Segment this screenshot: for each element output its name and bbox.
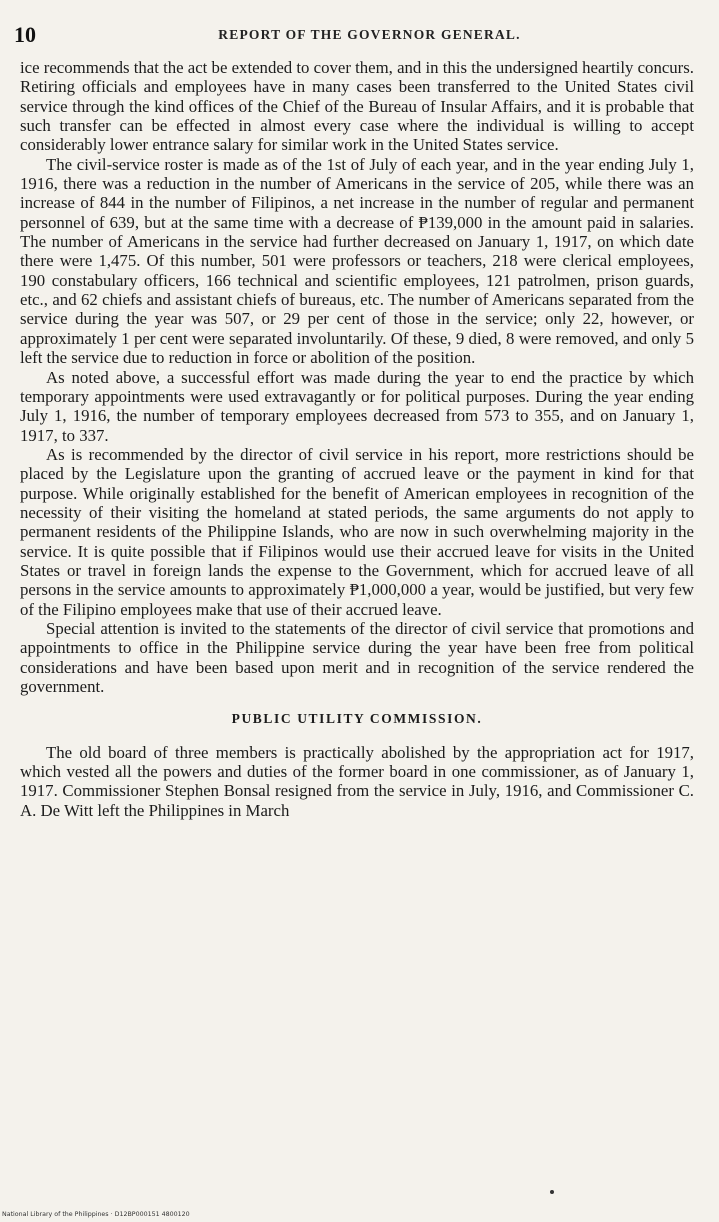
paragraph-temporary-appointments: As noted above, a successful effort was made during the year to end the practice by which temporary appointments were used extravagantly or for political purposes. During the year ending July 1, 1916, the number of temporary employees decreased from 573 to 355, and on January 1, 1917, to 337. bbox=[20, 367, 694, 445]
scan-speck bbox=[550, 1190, 554, 1194]
paragraph-public-utility-commission: The old board of three members is practically abolished by the appropriation act for 1917, which vested all the powers and duties of the former board in one commissioner, as of January 1, 1917. Commissioner Stephen Bonsal resigned from the service in July, 1916, and Commissioner C. A. De Witt left the Philippines in March bbox=[20, 742, 694, 820]
paragraph-merit-promotions: Special attention is invited to the statements of the director of civil service that promotions and appointments to office in the Philippine service during the year have been free from political considerations and have been based upon merit and in recognition of the service rendered the government. bbox=[20, 618, 694, 696]
paragraph-continuation: ice recommends that the act be extended to cover them, and in this the undersigned heartily concurs. Retiring officials and employees have in many cases been transferred to the United States civil service through the kind offices of the Chief of the Bureau of Insular Affairs, and it is probable that such transfer can be effected in almost every case where the individual is willing to accept considerably lower entrance salary for similar work in the United States service. bbox=[20, 58, 694, 155]
running-head: REPORT OF THE GOVERNOR GENERAL. bbox=[218, 27, 521, 42]
page-number: 10 bbox=[14, 22, 36, 47]
body-text bbox=[20, 58, 694, 820]
paragraph-civil-service-roster: The civil-service roster is made as of the 1st of July of each year, and in the year ending July 1, 1916, there was a reduction in the number of Americans in the service of 205, while there was an increase of 844 in the number of Filipinos, a net increase in the number of regular and permanent personnel of 639, but at the same time with a decrease of ₱139,000 in the amount paid in salaries. The number of Americans in the service had further decreased on January 1, 1917, on which date there were 1,475. Of this number, 501 were professors or teachers, 218 were clerical employees, 190 constabulary officers, 166 technical and scientific employees, 121 patrolmen, prison guards, etc., and 62 chiefs and assistant chiefs of bureaus, etc. The number of Americans separated from the service during the year was 507, or 29 per cent of those in the service; only 22, however, or approximately 1 per cent were separated involuntarily. Of these, 9 died, 8 were removed, and only 5 left the service due to reduction in force or abolition of the position. bbox=[20, 154, 694, 368]
section-heading: PUBLIC UTILITY COMMISSION. bbox=[231, 711, 483, 727]
scan-credit-footer: National Library of the Philippines · D12BP000151 4800120 bbox=[2, 1211, 190, 1218]
paragraph-accrued-leave: As is recommended by the director of civil service in his report, more restrictions should be placed by the Legislature upon the granting of accrued leave or the payment in kind for that purpose. While originally established for the benefit of American employees in recognition of the necessity of their visiting the homeland at stated periods, the same arguments do not apply to permanent residents of the Philippine Islands, who are now in such overwhelming majority in the service. It is quite possible that if Filipinos would use their accrued leave for visits in the United States or travel in foreign lands the expense to the Government, which for accrued leave of all persons in the service amounts to approximately ₱1,000,000 a year, would be justified, but very few of the Filipino employees make that use of their accrued leave. bbox=[20, 444, 694, 619]
